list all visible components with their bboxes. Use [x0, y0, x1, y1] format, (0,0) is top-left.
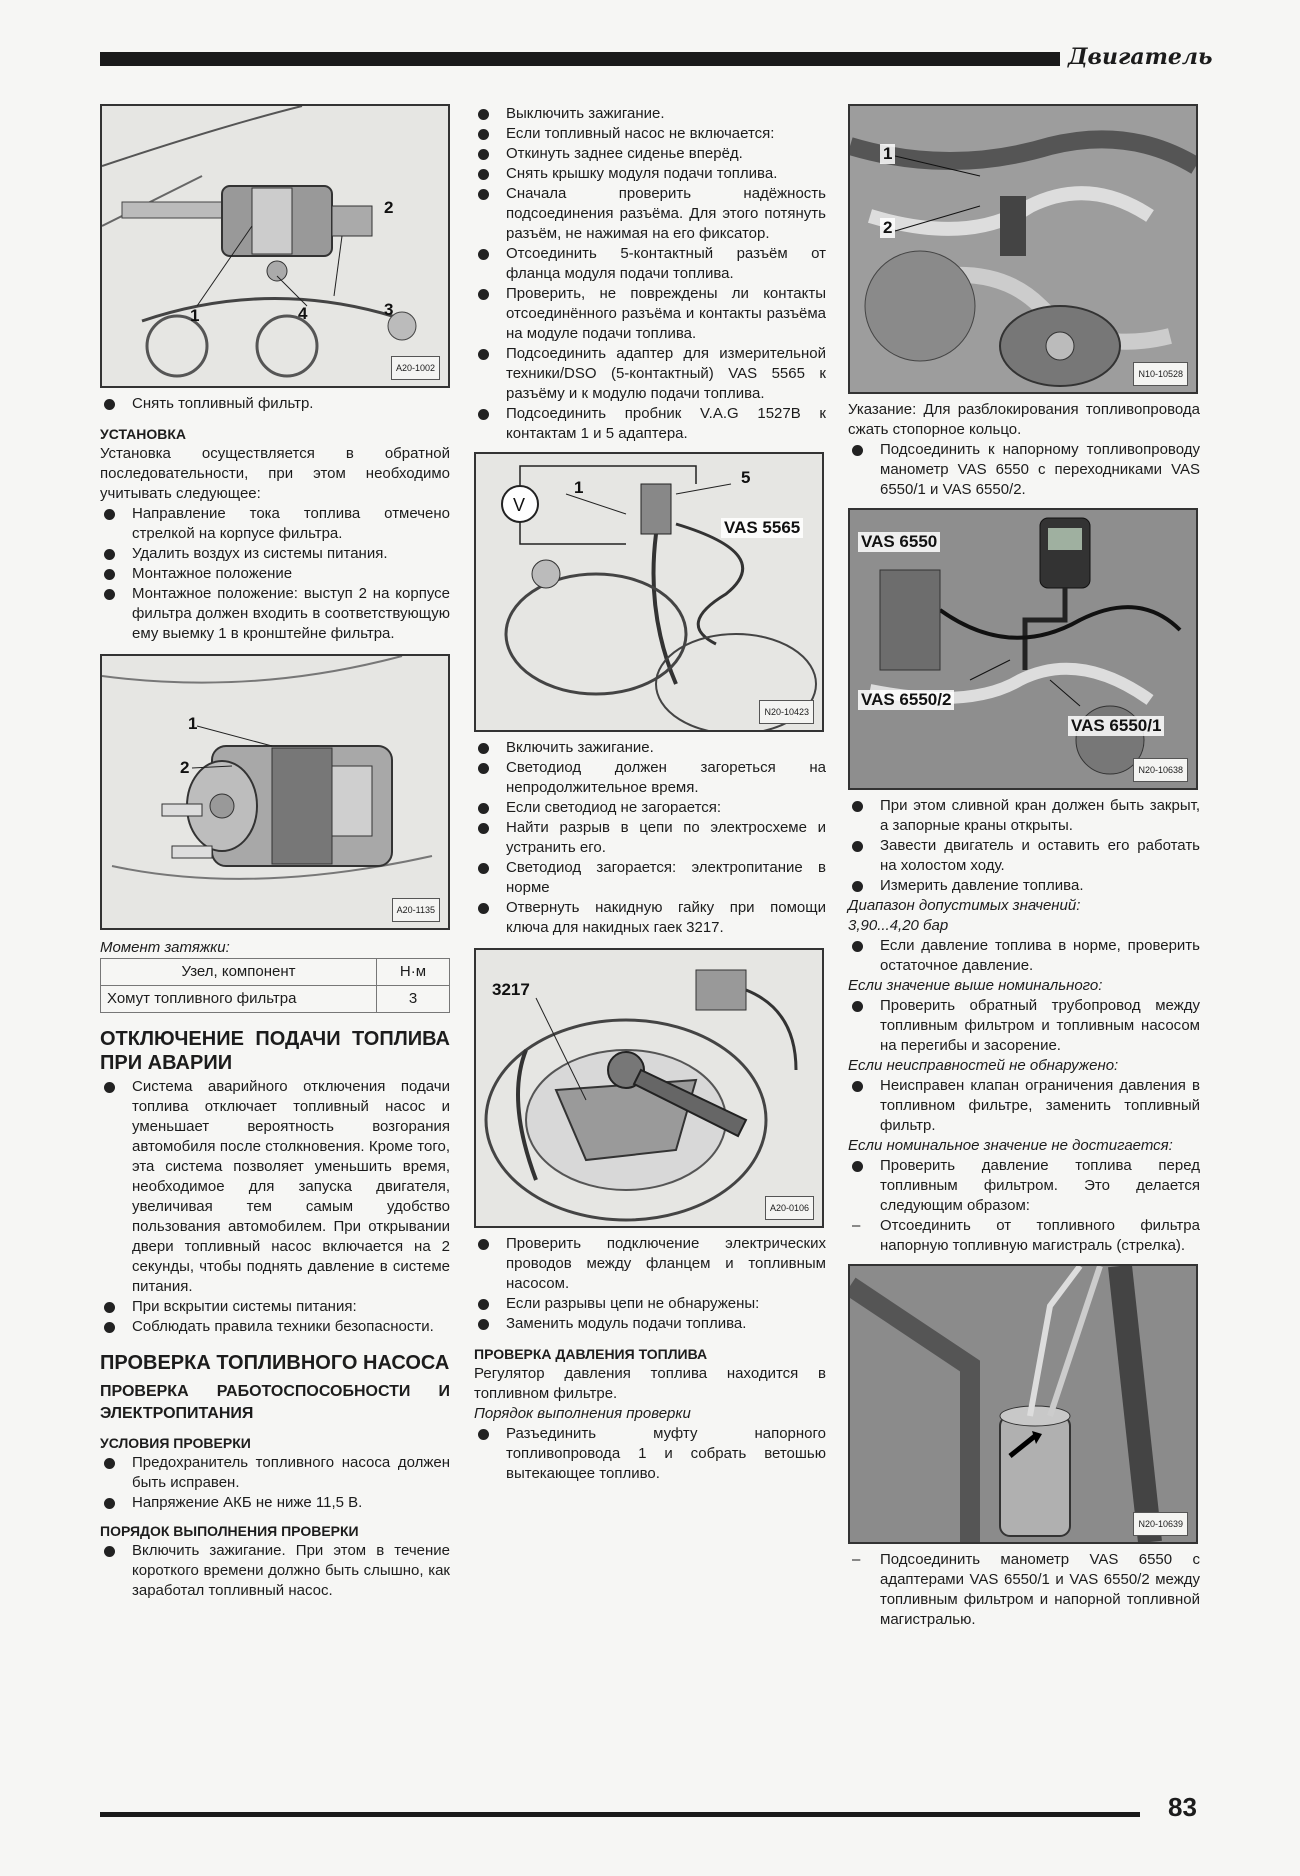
list-item: Найти разрыв в цепи по электросхеме и устранить его. [474, 818, 826, 858]
list-item: Подсоединить адаптер для измерительной техники/DSO (5-контактный) VAS 5565 к разъёму и к модулю подачи топлива. [474, 344, 826, 404]
fuel-filter-illustration [102, 106, 448, 386]
figure-code: A20-1135 [392, 898, 440, 922]
fuel-line-disconnect-illustration [850, 106, 1196, 392]
callout-4: 4 [298, 304, 308, 323]
list-item: Если светодиод не загорается: [474, 798, 826, 818]
list-item: При вскрытии системы питания: [100, 1297, 450, 1317]
column-2 [474, 104, 826, 1484]
callout-2: 2 [180, 758, 190, 777]
list-item: Отсоединить 5-контактный разъём от фланца модуля подачи топлива. [474, 244, 826, 284]
column-3 [848, 104, 1200, 1630]
dash-item: – Отсоединить от топливного фильтра напорную топливную магистраль (стрелка). [848, 1216, 1200, 1256]
condition-not-reached: Если номинальное значение не достигается: [848, 1137, 1173, 1154]
list-item: Включить зажигание. [474, 738, 826, 758]
list-item: Если разрывы цепи не обнаружены: [474, 1294, 826, 1314]
svg-text:V: V [513, 495, 526, 515]
list-item: Откинуть заднее сиденье вперёд. [474, 144, 826, 164]
column-1 [100, 104, 450, 1601]
figure-code: A20-0106 [765, 1196, 814, 1220]
table-header-cell: Н·м [377, 959, 450, 986]
list-item: Светодиод должен загореться на непродолжительное время. [474, 758, 826, 798]
callout-3217: 3217 [492, 980, 530, 999]
list-item: Удалить воздух из системы питания. [100, 544, 450, 564]
list-item: Проверить давление топлива перед топливным фильтром. Это делается следующим образом: [848, 1156, 1200, 1216]
filter-position-illustration [102, 656, 448, 928]
list-item: Неисправен клапан ограничения давления в топливном фильтре, заменить топливный фильтр. [848, 1076, 1200, 1136]
callout-1: 1 [190, 306, 200, 325]
list-item: Система аварийного отключения подачи топлива отключает топливный насос и уменьшает вероятность возгорания автомобиля после столкновения. Кроме того, эта система позволяет уменьшить время, необходимое для запуска двигателя, увеличивая тем самым удобство пользования автомобилем. При открывании двери топливный насос включается на 2 секунды, чтобы поднять давление в системе питания. [100, 1077, 450, 1297]
callout-1: 1 [880, 144, 895, 164]
list-item: Проверить подключение электрических проводов между фланцем и топливным насосом. [474, 1234, 826, 1294]
list-item: Если давление топлива в норме, проверить остаточное давление. [848, 936, 1200, 976]
heading-emergency-cutoff: ОТКЛЮЧЕНИЕ ПОДАЧИ ТОПЛИВА ПРИ АВАРИИ [100, 1028, 450, 1074]
callout-3: 3 [384, 300, 394, 319]
table-cell: 3 [377, 986, 450, 1013]
callout-5: 5 [741, 468, 751, 487]
condition-above: Если значение выше номинального: [848, 977, 1103, 994]
figure-pressure-gauge [848, 508, 1198, 790]
table-header-cell: Узел, компонент [101, 959, 377, 986]
figure-fuel-filter [100, 104, 450, 388]
heading-pump-power: ПРОВЕРКА РАБОТОСПОСОБНОСТИ И ЭЛЕКТРОПИТАНИЯ [100, 1383, 450, 1422]
figure-code: N10-10528 [1133, 362, 1188, 386]
callout-vas-6550: VAS 6550 [858, 532, 940, 552]
list-item: Подсоединить пробник V.A.G 1527B к контактам 1 и 5 адаптера. [474, 404, 826, 444]
list-item: Измерить давление топлива. [848, 876, 1200, 896]
figure-code: N20-10639 [1133, 1512, 1188, 1536]
install-text: Установка осуществляется в обратной последовательности, при этом необходимо учитывать следующее: [100, 445, 450, 502]
figure-code: A20-1002 [391, 356, 440, 380]
bottom-rule [100, 1812, 1140, 1817]
callout-2: 2 [384, 198, 394, 217]
table-row [101, 986, 450, 1013]
list-item: Выключить зажигание. [474, 104, 826, 124]
list-item: Проверить, не повреждены ли контакты отсоединённого разъёма и контакты разъёма на модуле подачи топлива. [474, 284, 826, 344]
list-item: При этом сливной кран должен быть закрыт, а запорные краны открыты. [848, 796, 1200, 836]
note-text: Указание: Для разблокирования топливопровода сжать стопорное кольцо. [848, 401, 1200, 438]
page-number: 83 [1168, 1792, 1197, 1822]
callout-2: 2 [880, 218, 895, 238]
list-item: Напряжение АКБ не ниже 11,5 В. [100, 1493, 450, 1513]
list-item: Сначала проверить надёжность подсоединения разъёма. Для этого потянуть разъём, не нажимая на его фиксатор. [474, 184, 826, 244]
list-item: Завести двигатель и оставить его работать на холостом ходу. [848, 836, 1200, 876]
list-item: Монтажное положение [100, 564, 450, 584]
list-item: Снять топливный фильтр. [100, 394, 450, 414]
figure-fuel-line-disconnect [848, 104, 1198, 394]
figure-filter-position [100, 654, 450, 930]
heading-pressure-check: ПРОВЕРКА ДАВЛЕНИЯ ТОПЛИВА [474, 1346, 708, 1362]
list-item: Разъединить муфту напорного топливопровода 1 и собрать ветошью вытекающее топливо. [474, 1424, 826, 1484]
list-item: Предохранитель топливного насоса должен быть исправен. [100, 1453, 450, 1493]
list-item: Направление тока топлива отмечено стрелкой на корпусе фильтра. [100, 504, 450, 544]
filter-pressure-line-illustration [850, 1266, 1196, 1542]
list-item: Подсоединить к напорному топливопроводу манометр VAS 6550 с переходниками VAS 6550/1 и VAS 6550/2. [848, 440, 1200, 500]
list-item: Включить зажигание. При этом в течение короткого времени должно быть слышно, как заработал топливный насос. [100, 1541, 450, 1601]
callout-vas-6550-2: VAS 6550/2 [858, 690, 954, 710]
table-cell: Хомут топливного фильтра [101, 986, 377, 1013]
callout-vas-5565: VAS 5565 [721, 518, 803, 538]
condition-none: Если неисправностей не обнаружено: [848, 1057, 1119, 1074]
callout-vas-6550-1: VAS 6550/1 [1068, 716, 1164, 736]
heading-pump-check: ПРОВЕРКА ТОПЛИВНОГО НАСОСА [100, 1352, 450, 1374]
adapter-connection-illustration [476, 454, 822, 730]
list-item: Заменить модуль подачи топлива. [474, 1314, 826, 1334]
chapter-title: Двигатель [1068, 44, 1213, 70]
list-item: Светодиод загорается: электропитание в норме [474, 858, 826, 898]
heading-conditions: УСЛОВИЯ ПРОВЕРКИ [100, 1435, 251, 1451]
pressure-text: Регулятор давления топлива находится в топливном фильтре. [474, 1365, 826, 1402]
callout-1: 1 [188, 714, 198, 733]
list-item: Снять крышку модуля подачи топлива. [474, 164, 826, 184]
list-item: Соблюдать правила техники безопасности. [100, 1317, 450, 1337]
list-item: Проверить обратный трубопровод между топливным фильтром и топливным насосом на перегибы и засорение. [848, 996, 1200, 1056]
figure-union-nut-wrench [474, 948, 824, 1228]
torque-caption: Момент затяжки: [100, 939, 230, 956]
figure-filter-pressure-line [848, 1264, 1198, 1544]
list-item: Монтажное положение: выступ 2 на корпусе фильтра должен входить в соответствующую ему выемку 1 в кронштейне фильтра. [100, 584, 450, 644]
callout-1: 1 [574, 478, 584, 497]
torque-table [100, 958, 450, 1013]
figure-adapter-connection [474, 452, 824, 732]
range-value: 3,90...4,20 бар [848, 917, 949, 934]
dash-item: – Подсоединить манометр VAS 6550 с адаптерами VAS 6550/1 и VAS 6550/2 между топливным фильтром и напорной топливной магистралью. [848, 1550, 1200, 1630]
procedure-caption: Порядок выполнения проверки [474, 1405, 691, 1422]
figure-code: N20-10638 [1133, 758, 1188, 782]
list-item: Отвернуть накидную гайку при помощи ключа для накидных гаек 3217. [474, 898, 826, 938]
heading-install: УСТАНОВКА [100, 426, 187, 442]
heading-procedure: ПОРЯДОК ВЫПОЛНЕНИЯ ПРОВЕРКИ [100, 1523, 359, 1539]
range-caption: Диапазон допустимых значений: [848, 897, 1081, 914]
figure-code: N20-10423 [759, 700, 814, 724]
list-item: Если топливный насос не включается: [474, 124, 826, 144]
top-rule [100, 52, 1060, 66]
table-header-row [101, 959, 450, 986]
